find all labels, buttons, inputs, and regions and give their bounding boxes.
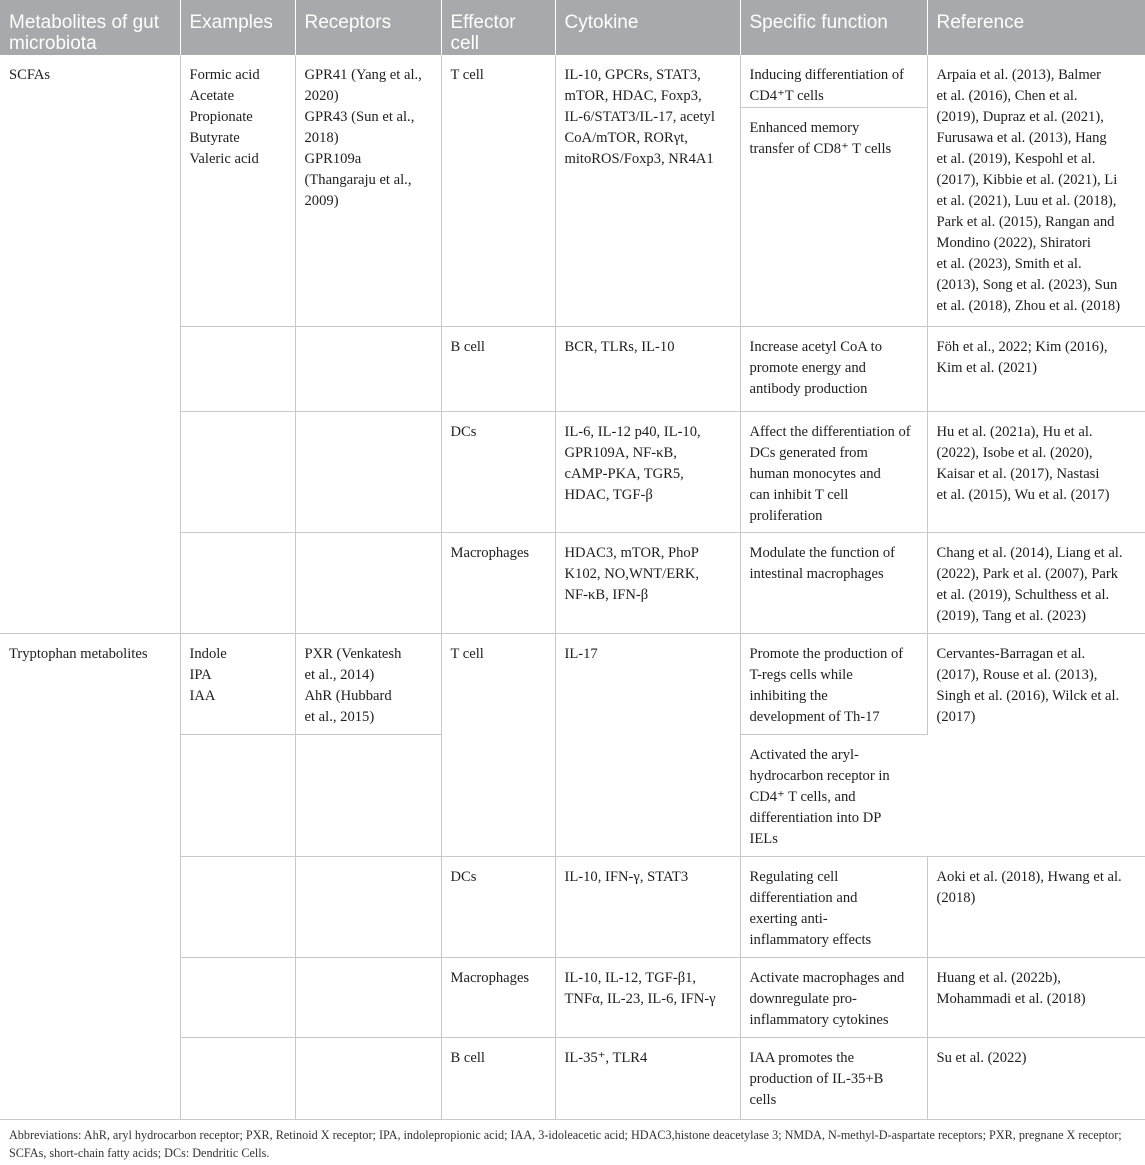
cell-line: (2017), Kibbie et al. (2021), Li — [936, 172, 1118, 188]
cell-line: intestinal macrophages — [749, 565, 884, 582]
examples-cell — [180, 411, 295, 532]
examples-cell — [180, 532, 295, 633]
cytokine-cell — [555, 326, 740, 411]
cell-line: Chang et al. (2014), Liang et al. — [936, 544, 1123, 561]
header-row — [0, 0, 1145, 55]
cell-line: IL-10, IFN-γ, STAT3 — [564, 868, 689, 885]
cell-line: (2019), Tang et al. (2023) — [936, 607, 1086, 624]
cell-line: AhR (Hubbard — [304, 687, 392, 704]
table-row — [0, 633, 1145, 734]
cell-line: Furusawa et al. (2013), Hang — [936, 130, 1107, 146]
cell-line: Enhanced memory — [749, 120, 860, 136]
cell-line: (2018) — [936, 889, 976, 906]
cell-line: CD4⁺T cells — [749, 88, 824, 104]
cell-line: hydrocarbon receptor in — [749, 767, 890, 784]
cell-line: GPR41 (Yang et al., — [304, 67, 422, 83]
cell-line: Promote the production of — [749, 645, 904, 662]
cytokine-cell — [555, 532, 740, 633]
function-cell — [740, 856, 927, 957]
cell-line: et al. (2019), Schulthess et al. — [936, 586, 1110, 603]
cell-line: Activate macrophages and — [749, 969, 905, 986]
cell-line: NF-κB, IFN-β — [564, 586, 649, 603]
effector-cell — [441, 411, 555, 532]
cell-line: cells — [749, 1091, 777, 1108]
table-row — [0, 55, 1145, 326]
header-cytokine: Cytokine — [555, 0, 740, 55]
cell-line: IAA promotes the — [749, 1049, 855, 1066]
reference-cell — [927, 633, 1145, 856]
cell-line: differentiation and — [749, 889, 858, 906]
cytokine-cell — [555, 1037, 740, 1119]
effector-cell-name: T cell — [450, 645, 484, 662]
cell-line: Hu et al. (2021a), Hu et al. — [936, 423, 1093, 440]
cell-line: IL-17 — [564, 645, 598, 662]
cell-line: Huang et al. (2022b), — [936, 969, 1061, 986]
cell-line: GPR43 (Sun et al., — [304, 109, 415, 125]
receptors-cell — [295, 411, 441, 532]
cell-line: Inducing differentiation of — [749, 67, 905, 83]
receptors-cell — [295, 532, 441, 633]
cell-line: IL-10, GPCRs, STAT3, — [564, 67, 701, 83]
cell-line: IL-6, IL-12 p40, IL-10, — [564, 423, 701, 440]
cell-line: et al. (2019), Kespohl et al. — [936, 151, 1096, 167]
effector-cell — [441, 55, 555, 326]
cytokine-cell — [555, 856, 740, 957]
cell-line: promote energy and — [749, 359, 866, 376]
function-cell — [740, 633, 927, 734]
header-effector-cell: Effector cell — [441, 0, 555, 55]
receptors-cell — [295, 633, 441, 734]
cell-line: 2018) — [304, 130, 339, 146]
receptors-cell — [295, 734, 441, 856]
cell-line: Activated the aryl- — [749, 746, 859, 763]
cell-line: IELs — [749, 830, 778, 847]
header-examples: Examples — [180, 0, 295, 55]
cell-line: (2022), Park et al. (2007), Park — [936, 565, 1119, 582]
function-cell — [740, 411, 927, 532]
cell-line: downregulate pro- — [749, 990, 857, 1007]
function-cell — [740, 326, 927, 411]
header-specific-function: Specific function — [740, 0, 927, 55]
cell-line: exerting anti- — [749, 910, 828, 927]
cell-line: 2020) — [304, 88, 339, 104]
examples-cell — [180, 55, 295, 326]
cell-line: Mohammadi et al. (2018) — [936, 990, 1086, 1007]
cell-line: inflammatory cytokines — [749, 1011, 889, 1028]
reference-cell — [927, 326, 1145, 411]
cell-line: can inhibit T cell — [749, 486, 849, 503]
metabolite-cell — [0, 55, 180, 633]
cell-line: Valeric acid — [189, 151, 259, 167]
reference-cell — [927, 55, 1145, 326]
cell-line: K102, NO,WNT/ERK, — [564, 565, 700, 582]
examples-cell — [180, 326, 295, 411]
cytokine-cell — [555, 957, 740, 1037]
function-cell — [740, 1037, 927, 1119]
receptors-cell — [295, 55, 441, 326]
reference-cell — [927, 856, 1145, 957]
metabolite-name: SCFAs — [9, 67, 51, 83]
effector-cell-name: T cell — [450, 67, 484, 83]
cell-line: PXR (Venkatesh — [304, 645, 402, 662]
abbreviations-footnote: Abbreviations: AhR, aryl hydrocarbon receptor; PXR, Retinoid X receptor; IPA, indolepropionic acid; IAA, 3-idoleacetic acid; HDAC3,histone deacetylase 3; NMDA, N-methyl-D-aspartate receptors; PXR, pregnane X receptor; SCFAs, short-chain fatty acids; DCs: Dendritic Cells. — [9, 1128, 1122, 1160]
cell-line: IL-10, IL-12, TGF-β1, — [564, 969, 697, 986]
cell-line: et al., 2014) — [304, 666, 375, 683]
header-metabolites: Metabolites of gut microbiota — [0, 0, 180, 55]
cell-line: (2013), Song et al. (2023), Sun — [936, 277, 1118, 293]
cell-line: Formic acid — [189, 67, 260, 83]
cytokine-cell — [555, 55, 740, 326]
examples-cell — [180, 1037, 295, 1119]
cell-line: GPR109a — [304, 151, 362, 167]
cell-line: IL-6/STAT3/IL-17, acetyl — [564, 109, 715, 125]
cell-line: et al. (2021), Luu et al. (2018), — [936, 193, 1117, 209]
cell-line: et al. (2016), Chen et al. — [936, 88, 1078, 104]
cell-line: cAMP-PKA, TGR5, — [564, 465, 684, 482]
effector-cell-name: DCs — [450, 868, 477, 885]
cell-line: Föh et al., 2022; Kim (2016), — [936, 338, 1108, 355]
cell-line: mitoROS/Foxp3, NR4A1 — [564, 151, 714, 167]
reference-cell — [927, 1037, 1145, 1119]
cell-line: Aoki et al. (2018), Hwang et al. — [936, 868, 1122, 885]
effector-cell — [441, 856, 555, 957]
cell-line: Propionate — [189, 109, 253, 125]
cell-line: Modulate the function of — [749, 544, 895, 561]
reference-cell — [927, 957, 1145, 1037]
effector-cell — [441, 633, 555, 856]
cell-line: Increase acetyl CoA to — [749, 338, 883, 355]
header-receptors: Receptors — [295, 0, 441, 55]
cell-line: Mondino (2022), Shiratori — [936, 235, 1091, 251]
cell-line: et al., 2015) — [304, 708, 375, 725]
cell-line: (2022), Isobe et al. (2020), — [936, 444, 1093, 461]
cytokine-cell — [555, 633, 740, 856]
cell-line: antibody production — [749, 380, 868, 397]
cell-line: (2017), Rouse et al. (2013), — [936, 666, 1098, 683]
reference-cell — [927, 411, 1145, 532]
cytokine-cell — [555, 411, 740, 532]
effector-cell-name: B cell — [450, 1049, 485, 1066]
cell-line: et al. (2015), Wu et al. (2017) — [936, 486, 1110, 503]
cell-line: mTOR, HDAC, Foxp3, — [564, 88, 702, 104]
cell-line: IL-35⁺, TLR4 — [564, 1049, 648, 1066]
cell-line: transfer of CD8⁺ T cells — [749, 141, 892, 157]
effector-cell — [441, 957, 555, 1037]
effector-cell — [441, 532, 555, 633]
cell-line: BCR, TLRs, IL-10 — [564, 338, 675, 355]
metabolite-cell — [0, 633, 180, 1119]
cell-line: Cervantes-Barragan et al. — [936, 645, 1086, 662]
cell-line: 2009) — [304, 193, 339, 209]
receptors-cell — [295, 326, 441, 411]
metabolite-name: Tryptophan metabolites — [9, 645, 148, 662]
cell-line: (2017) — [936, 708, 976, 725]
cell-line: proliferation — [749, 507, 823, 524]
effector-cell — [441, 326, 555, 411]
cell-line: et al. (2023), Smith et al. — [936, 256, 1082, 272]
cell-line: HDAC, TGF-β — [564, 486, 653, 503]
function-cell — [740, 532, 927, 633]
cell-line: Su et al. (2022) — [936, 1049, 1027, 1066]
function-part — [741, 107, 927, 160]
cell-line: Regulating cell — [749, 868, 839, 885]
cell-line: Singh et al. (2016), Wilck et al. — [936, 687, 1120, 704]
effector-cell-name: B cell — [450, 338, 485, 355]
receptors-cell — [295, 957, 441, 1037]
cell-line: inflammatory effects — [749, 931, 872, 948]
function-part — [741, 55, 927, 107]
cell-line: et al. (2018), Zhou et al. (2018) — [936, 298, 1121, 314]
examples-cell — [180, 633, 295, 734]
cell-line: GPR109A, NF-κB, — [564, 444, 677, 461]
examples-cell — [180, 734, 295, 856]
cell-line: (2019), Dupraz et al. (2021), — [936, 109, 1104, 125]
cell-line: Kim et al. (2021) — [936, 359, 1038, 376]
cell-line: development of Th-17 — [749, 708, 880, 725]
effector-cell-name: Macrophages — [450, 969, 530, 986]
function-cell — [740, 55, 927, 326]
examples-cell — [180, 957, 295, 1037]
cell-line: Kaisar et al. (2017), Nastasi — [936, 465, 1100, 482]
cell-line: human monocytes and — [749, 465, 881, 482]
effector-cell-name: Macrophages — [450, 544, 530, 561]
cell-line: IPA — [189, 666, 212, 683]
cell-line: T-regs cells while — [749, 666, 853, 683]
cell-line: Butyrate — [189, 130, 240, 146]
cell-line: inhibiting the — [749, 687, 828, 704]
cell-line: production of IL-35+B — [749, 1070, 884, 1087]
examples-cell — [180, 856, 295, 957]
cell-line: Acetate — [189, 88, 235, 104]
cell-line: Arpaia et al. (2013), Balmer — [936, 67, 1102, 83]
reference-cell — [927, 532, 1145, 633]
function-cell — [740, 957, 927, 1037]
cell-line: Park et al. (2015), Rangan and — [936, 214, 1115, 230]
function-cell — [740, 734, 927, 856]
header-reference: Reference — [927, 0, 1145, 55]
cell-line: DCs generated from — [749, 444, 868, 461]
cell-line: (Thangaraju et al., — [304, 172, 412, 188]
effector-cell-name: DCs — [450, 423, 477, 440]
cell-line: Affect the differentiation of — [749, 423, 911, 440]
cell-line: IAA — [189, 687, 216, 704]
receptors-cell — [295, 1037, 441, 1119]
cell-line: CoA/mTOR, RORγt, — [564, 130, 688, 146]
cell-line: CD4⁺ T cells, and — [749, 788, 856, 805]
cell-line: HDAC3, mTOR, PhoP — [564, 544, 699, 561]
cell-line: Indole — [189, 645, 227, 662]
cell-line: differentiation into DP — [749, 809, 882, 826]
effector-cell — [441, 1037, 555, 1119]
cell-line: TNFα, IL-23, IL-6, IFN-γ — [564, 990, 716, 1007]
receptors-cell — [295, 856, 441, 957]
